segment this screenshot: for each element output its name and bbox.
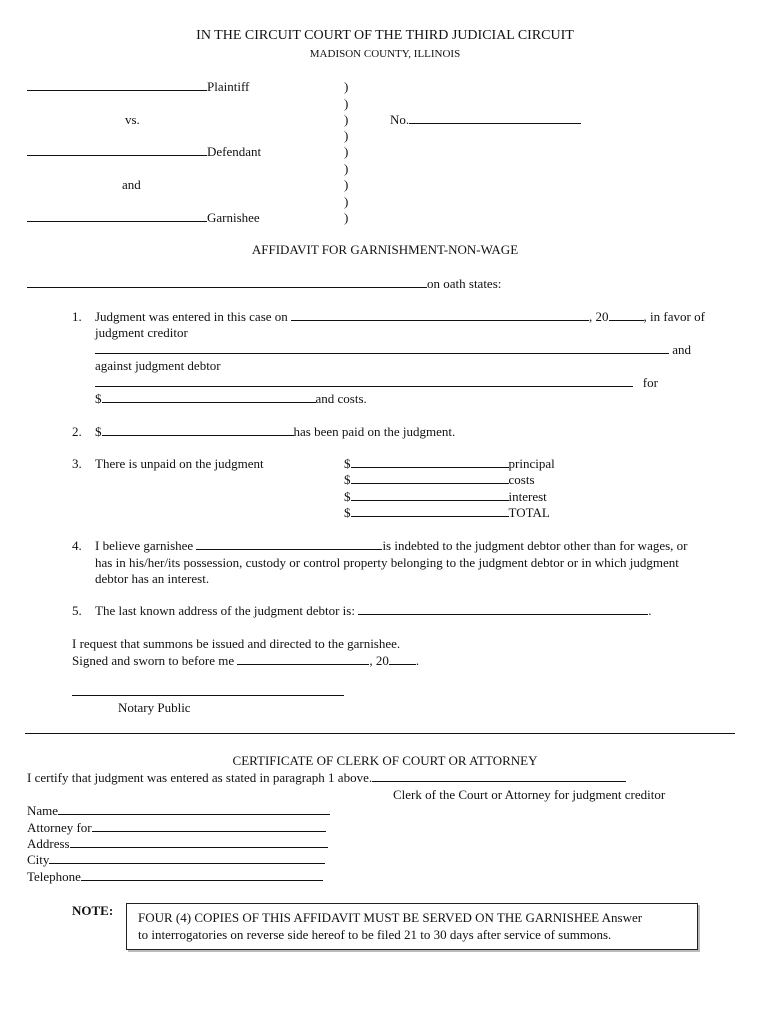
certificate-text: I certify that judgment was entered as stated in paragraph 1 above. xyxy=(27,770,373,785)
total-label: TOTAL xyxy=(508,505,550,520)
plaintiff-line xyxy=(27,79,249,95)
paren-1: ) xyxy=(344,79,349,94)
signed-date-field[interactable] xyxy=(237,653,369,665)
affidavit-title: AFFIDAVIT FOR GARNISHMENT-NON-WAGE xyxy=(251,242,519,257)
total-field[interactable] xyxy=(351,505,509,517)
item-1-text-g: for xyxy=(642,375,658,390)
judgment-debtor-field[interactable] xyxy=(95,375,633,387)
name-line xyxy=(27,803,330,819)
signed-text-a: Signed and sworn to before me xyxy=(72,653,235,668)
note-line-1: FOUR (4) COPIES OF THIS AFFIDAVIT MUST BE SERVED ON THE GARNISHEE Answer xyxy=(138,910,643,925)
defendant-line xyxy=(27,144,261,160)
garnishee-name-field[interactable] xyxy=(196,538,382,550)
case-number-field[interactable] xyxy=(409,112,581,124)
costs-label: costs xyxy=(508,472,535,487)
item-5-text-a: The last known address of the judgment debtor is: xyxy=(95,603,355,618)
paren-4: ) xyxy=(344,128,349,143)
item-1-text-b: , 20 xyxy=(589,309,609,324)
item-1-line-3 xyxy=(95,342,691,358)
city-field[interactable] xyxy=(49,852,325,864)
court-title: IN THE CIRCUIT COURT OF THE THIRD JUDICIAL CIRCUIT xyxy=(196,28,574,43)
case-number-label: No. xyxy=(390,112,410,127)
signed-sworn-line xyxy=(72,653,419,669)
item-4-text-a: I believe garnishee xyxy=(95,538,194,553)
attorney-for-label: Attorney for xyxy=(27,820,92,835)
item-5-line xyxy=(95,603,651,619)
clerk-signature-label: Clerk of the Court or Attorney for judgment creditor xyxy=(393,787,666,802)
unpaid-total-line xyxy=(344,505,550,521)
item-2-text-b: has been paid on the judgment. xyxy=(293,424,456,439)
item-1-text-a: Judgment was entered in this case on xyxy=(95,309,288,324)
signed-year-field[interactable] xyxy=(389,653,416,665)
telephone-field[interactable] xyxy=(81,869,323,881)
paren-2: ) xyxy=(344,96,349,111)
address-label: Address xyxy=(27,836,70,851)
note-line-2: to interrogatories on reverse side hereof to be filed 21 to 30 days after service of summons. xyxy=(138,927,612,942)
and-label: and xyxy=(122,177,141,192)
telephone-label: Telephone xyxy=(27,869,81,884)
item-4-text-b: is indebted to the judgment debtor other than for wages, or xyxy=(382,538,688,553)
item-1-creditor-label: judgment creditor xyxy=(95,325,188,340)
interest-dollar: $ xyxy=(344,489,351,504)
case-number-line xyxy=(390,112,581,128)
certificate-line xyxy=(27,770,626,786)
address-field[interactable] xyxy=(70,836,328,848)
interest-field[interactable] xyxy=(351,489,509,501)
plaintiff-label: Plaintiff xyxy=(207,79,250,94)
item-3-number: 3. xyxy=(72,456,82,471)
city-label: City xyxy=(27,852,50,867)
name-field[interactable] xyxy=(58,803,330,815)
paren-8: ) xyxy=(344,194,349,209)
judgment-amount-field[interactable] xyxy=(102,391,316,403)
defendant-label: Defendant xyxy=(207,144,262,159)
item-1-line-1 xyxy=(95,309,705,325)
note-box xyxy=(126,903,698,950)
paren-3: ) xyxy=(344,112,349,127)
item-2-number: 2. xyxy=(72,424,82,439)
principal-label: principal xyxy=(508,456,555,471)
paren-7: ) xyxy=(344,177,349,192)
name-label: Name xyxy=(27,803,59,818)
certificate-title: CERTIFICATE OF CLERK OF COURT OR ATTORNEY xyxy=(232,753,538,768)
judgment-date-field[interactable] xyxy=(291,309,589,321)
telephone-line xyxy=(27,869,323,885)
item-1-line-5 xyxy=(95,375,658,391)
costs-dollar: $ xyxy=(344,472,351,487)
principal-field[interactable] xyxy=(351,456,509,468)
vs-label: vs. xyxy=(125,112,140,127)
item-5-text-b: . xyxy=(648,603,652,618)
item-4-line-3: debtor has an interest. xyxy=(95,571,210,586)
item-1-debtor-label: against judgment debtor xyxy=(95,358,221,373)
affiant-name-field[interactable] xyxy=(27,276,427,288)
item-1-text-e: and xyxy=(672,342,692,357)
notary-signature-line[interactable] xyxy=(72,695,344,696)
item-4-line-2: has in his/her/its possession, custody or control property belonging to the judgment debtor or in which judgment xyxy=(95,555,679,570)
oath-line xyxy=(27,276,501,292)
item-4-line-1 xyxy=(95,538,688,554)
section-divider xyxy=(25,733,735,734)
paren-9: ) xyxy=(344,210,349,225)
amount-paid-field[interactable] xyxy=(102,424,294,436)
judgment-year-field[interactable] xyxy=(609,309,644,321)
signed-text-c: . xyxy=(415,653,420,668)
note-label: NOTE: xyxy=(72,903,114,918)
item-1-text-c: , in favor of xyxy=(643,309,705,324)
clerk-signature-field[interactable] xyxy=(372,770,626,782)
county-title: MADISON COUNTY, ILLINOIS xyxy=(309,48,461,60)
item-4-number: 4. xyxy=(72,538,82,553)
attorney-for-line xyxy=(27,820,326,836)
item-1-text-i: and costs. xyxy=(315,391,367,406)
item-5-number: 5. xyxy=(72,603,82,618)
notary-label: Notary Public xyxy=(118,700,191,715)
judgment-creditor-field[interactable] xyxy=(95,342,669,354)
city-line xyxy=(27,852,325,868)
item-3-text: There is unpaid on the judgment xyxy=(95,456,264,471)
item-1-number: 1. xyxy=(72,309,82,324)
summons-request: I request that summons be issued and directed to the garnishee. xyxy=(72,636,401,651)
paren-5: ) xyxy=(344,144,349,159)
attorney-for-field[interactable] xyxy=(92,820,326,832)
defendant-field[interactable] xyxy=(27,144,207,156)
plaintiff-field[interactable] xyxy=(27,79,207,91)
unpaid-interest-line xyxy=(344,489,547,505)
oath-label: on oath states: xyxy=(427,276,502,291)
item-2-line xyxy=(95,424,455,440)
signed-text-b: , 20 xyxy=(369,653,389,668)
garnishee-line xyxy=(27,210,260,226)
costs-field[interactable] xyxy=(351,472,509,484)
address-line xyxy=(27,836,328,852)
debtor-address-field[interactable] xyxy=(358,603,648,615)
interest-label: interest xyxy=(508,489,547,504)
item-1-dollar: $ xyxy=(95,391,102,406)
item-1-line-6 xyxy=(95,391,367,407)
unpaid-costs-line xyxy=(344,472,535,488)
paren-6: ) xyxy=(344,161,349,176)
total-dollar: $ xyxy=(344,505,351,520)
unpaid-principal-line xyxy=(344,456,555,472)
garnishee-field[interactable] xyxy=(27,210,207,222)
garnishee-label: Garnishee xyxy=(207,210,260,225)
item-2-dollar: $ xyxy=(95,424,102,439)
principal-dollar: $ xyxy=(344,456,351,471)
